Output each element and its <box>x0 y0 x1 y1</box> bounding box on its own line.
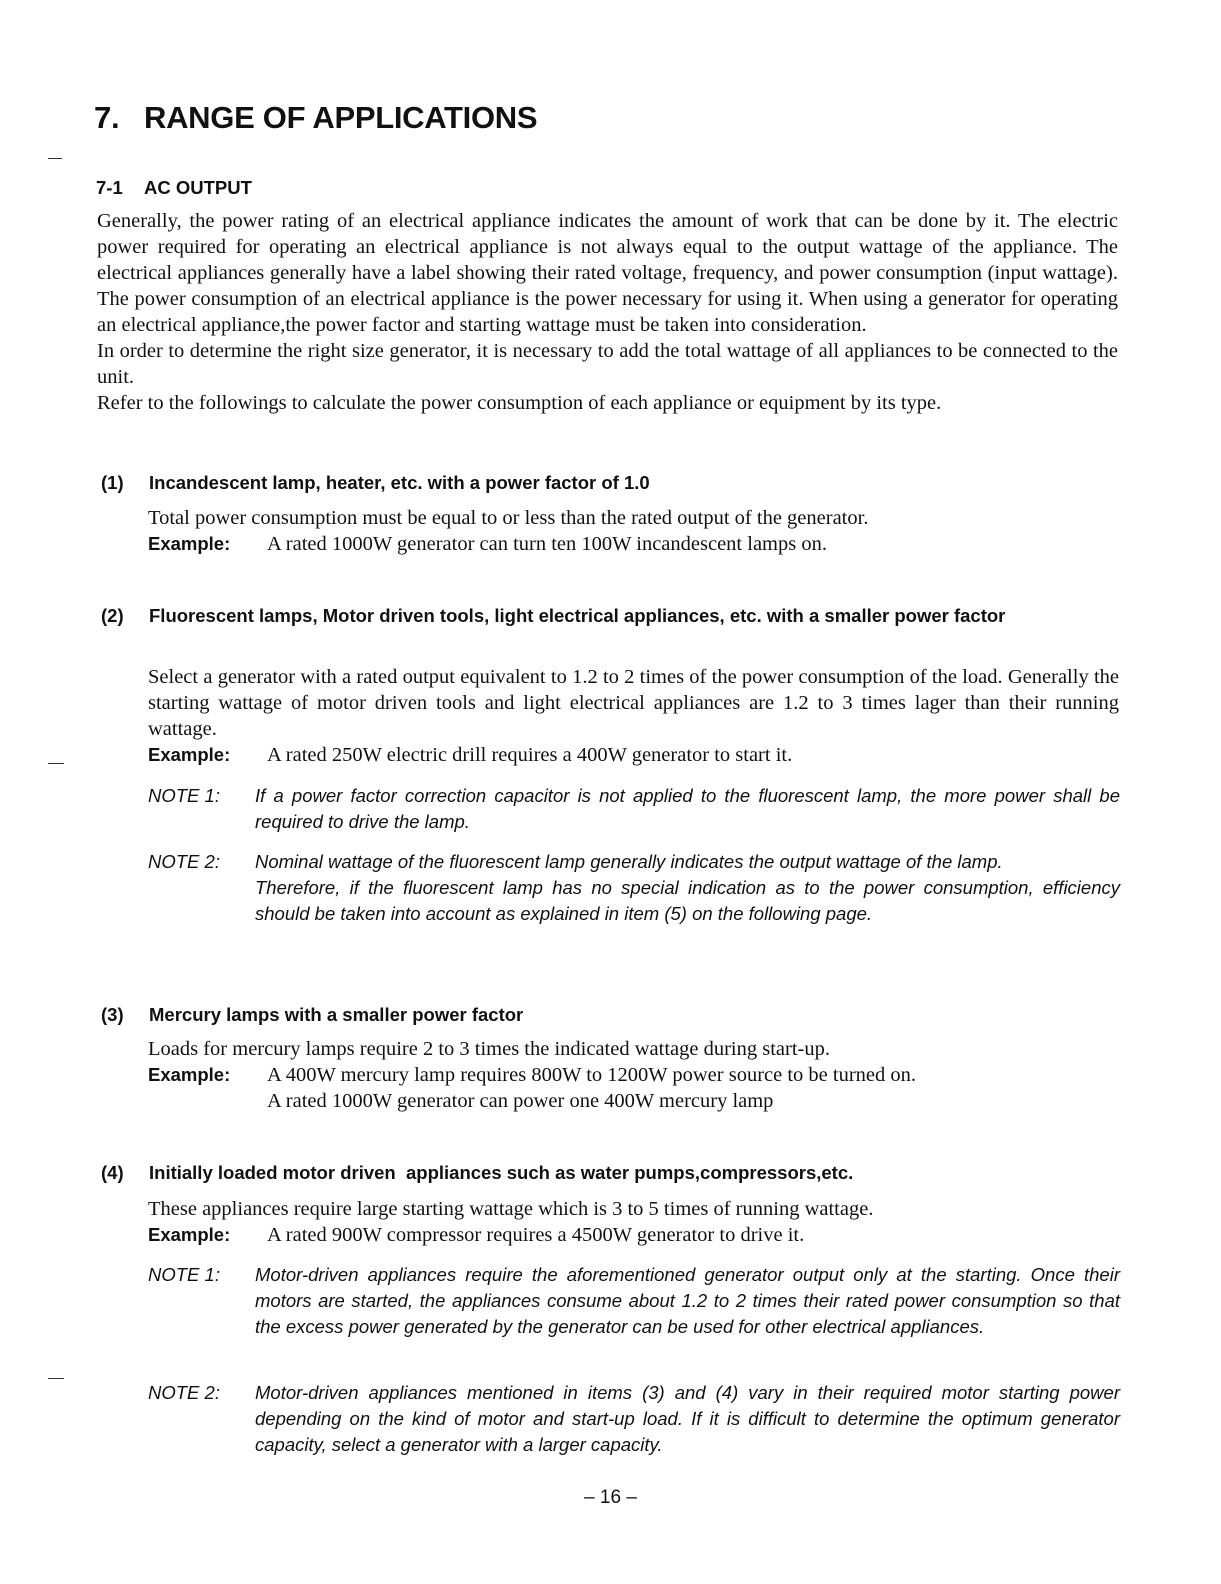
scan-mark <box>48 763 64 764</box>
section-number: 7-1 <box>96 177 123 198</box>
note-text: If a power factor correction capacitor is not applied to the fluorescent lamp, the more power shall be required to drive the lamp. <box>255 785 1120 832</box>
item-body-3 <box>148 1036 1119 1114</box>
item-body-text: Total power consumption must be equal to or less than the rated output of the generator. <box>148 507 869 529</box>
item-body-text: Select a generator with a rated output equivalent to 1.2 to 2 times of the power consumption of the load. Generally the starting wattage of motor driven tools and light electrical appliances are 1.2 to 3 times lager than their running wattage. <box>148 666 1119 740</box>
item-body-text: These appliances require large starting wattage which is 3 to 5 times of running wattage. <box>148 1198 874 1220</box>
intro-paragraph: In order to determine the right size generator, it is necessary to add the total wattage of all appliances to be connected to the unit. <box>97 340 1118 388</box>
item-body-text: Loads for mercury lamps require 2 to 3 times the indicated wattage during start-up. <box>148 1038 830 1060</box>
title-text: RANGE OF APPLICATIONS <box>144 100 538 135</box>
page-number: – 16 – <box>584 1487 637 1508</box>
item-heading-4 <box>101 1160 1121 1186</box>
example-text: A rated 1000W generator can power one 400W mercury lamp <box>267 1090 774 1112</box>
item-heading-text: Incandescent lamp, heater, etc. with a power factor of 1.0 <box>149 472 650 493</box>
item-body-1 <box>148 505 1119 557</box>
item-heading-text: Initially loaded motor driven appliances such as water pumps,compressors,etc. <box>149 1162 854 1183</box>
note-label: NOTE 2: <box>148 1382 220 1403</box>
item-4-note-1 <box>148 1262 1120 1340</box>
page-title <box>94 100 537 136</box>
item-heading-text: Mercury lamps with a smaller power factor <box>149 1004 524 1025</box>
item-heading-text: Fluorescent lamps, Motor driven tools, light electrical appliances, etc. with a smaller power factor <box>149 605 1006 626</box>
scan-mark <box>48 158 62 159</box>
item-body-2 <box>148 664 1119 768</box>
example-text: A 400W mercury lamp requires 800W to 1200W power source to be turned on. <box>267 1064 917 1086</box>
example-label: Example: <box>148 533 231 554</box>
item-heading-1 <box>101 470 1121 496</box>
section-heading <box>96 177 252 199</box>
example-label: Example: <box>148 744 231 765</box>
example-text: A rated 900W compressor requires a 4500W generator to drive it. <box>267 1224 805 1246</box>
item-body-4 <box>148 1196 1119 1248</box>
note-text: Motor-driven appliances mentioned in items (3) and (4) vary in their required motor starting power depending on the kind of motor and start-up load. If it is difficult to determine the optimum generator capacity, select a generator with a larger capacity. <box>255 1382 1120 1455</box>
example-label: Example: <box>148 1064 231 1085</box>
note-text: Therefore, if the fluorescent lamp has no special indication as to the power consumption, efficiency should be taken into account as explained in item (5) on the following page. <box>255 877 1120 924</box>
item-2-note-2 <box>148 849 1120 927</box>
example-label: Example: <box>148 1224 231 1245</box>
item-number: (3) <box>101 1004 124 1025</box>
intro-paragraph: Refer to the followings to calculate the power consumption of each appliance or equipment by its type. <box>97 392 942 414</box>
section-title: AC OUTPUT <box>144 177 252 198</box>
example-text: A rated 1000W generator can turn ten 100W incandescent lamps on. <box>267 533 827 555</box>
scan-mark <box>48 1378 64 1379</box>
item-number: (2) <box>101 605 124 626</box>
example-text: A rated 250W electric drill requires a 400W generator to start it. <box>267 744 793 766</box>
note-text: Motor-driven appliances require the aforementioned generator output only at the starting. Once their motors are started, the appliances consume about 1.2 to 2 times their rated power consumption so that the excess power generated by the generator can be used for other electrical appliances. <box>255 1264 1120 1337</box>
note-label: NOTE 1: <box>148 1264 220 1285</box>
note-label: NOTE 2: <box>148 851 220 872</box>
intro-text <box>97 208 1118 416</box>
note-label: NOTE 1: <box>148 785 220 806</box>
title-number: 7. <box>94 100 120 135</box>
intro-paragraph: Generally, the power rating of an electrical appliance indicates the amount of work that can be done by it. The electric power required for operating an electrical appliance is not always equal to the output wattage of the appliance. The electrical appliances generally have a label showing their rated voltage, frequency, and power consumption (input wattage). The power consumption of an electrical appliance is the power necessary for using it. When using a generator for operating an electrical appliance,the power factor and starting wattage must be taken into consideration. <box>97 210 1118 336</box>
item-heading-3 <box>101 1002 1121 1028</box>
item-number: (4) <box>101 1162 124 1183</box>
item-4-note-2 <box>148 1380 1120 1458</box>
item-2-note-1 <box>148 783 1120 835</box>
note-text: Nominal wattage of the fluorescent lamp generally indicates the output wattage of the lamp. <box>255 851 1003 872</box>
item-heading-2 <box>101 603 1121 629</box>
item-number: (1) <box>101 472 124 493</box>
